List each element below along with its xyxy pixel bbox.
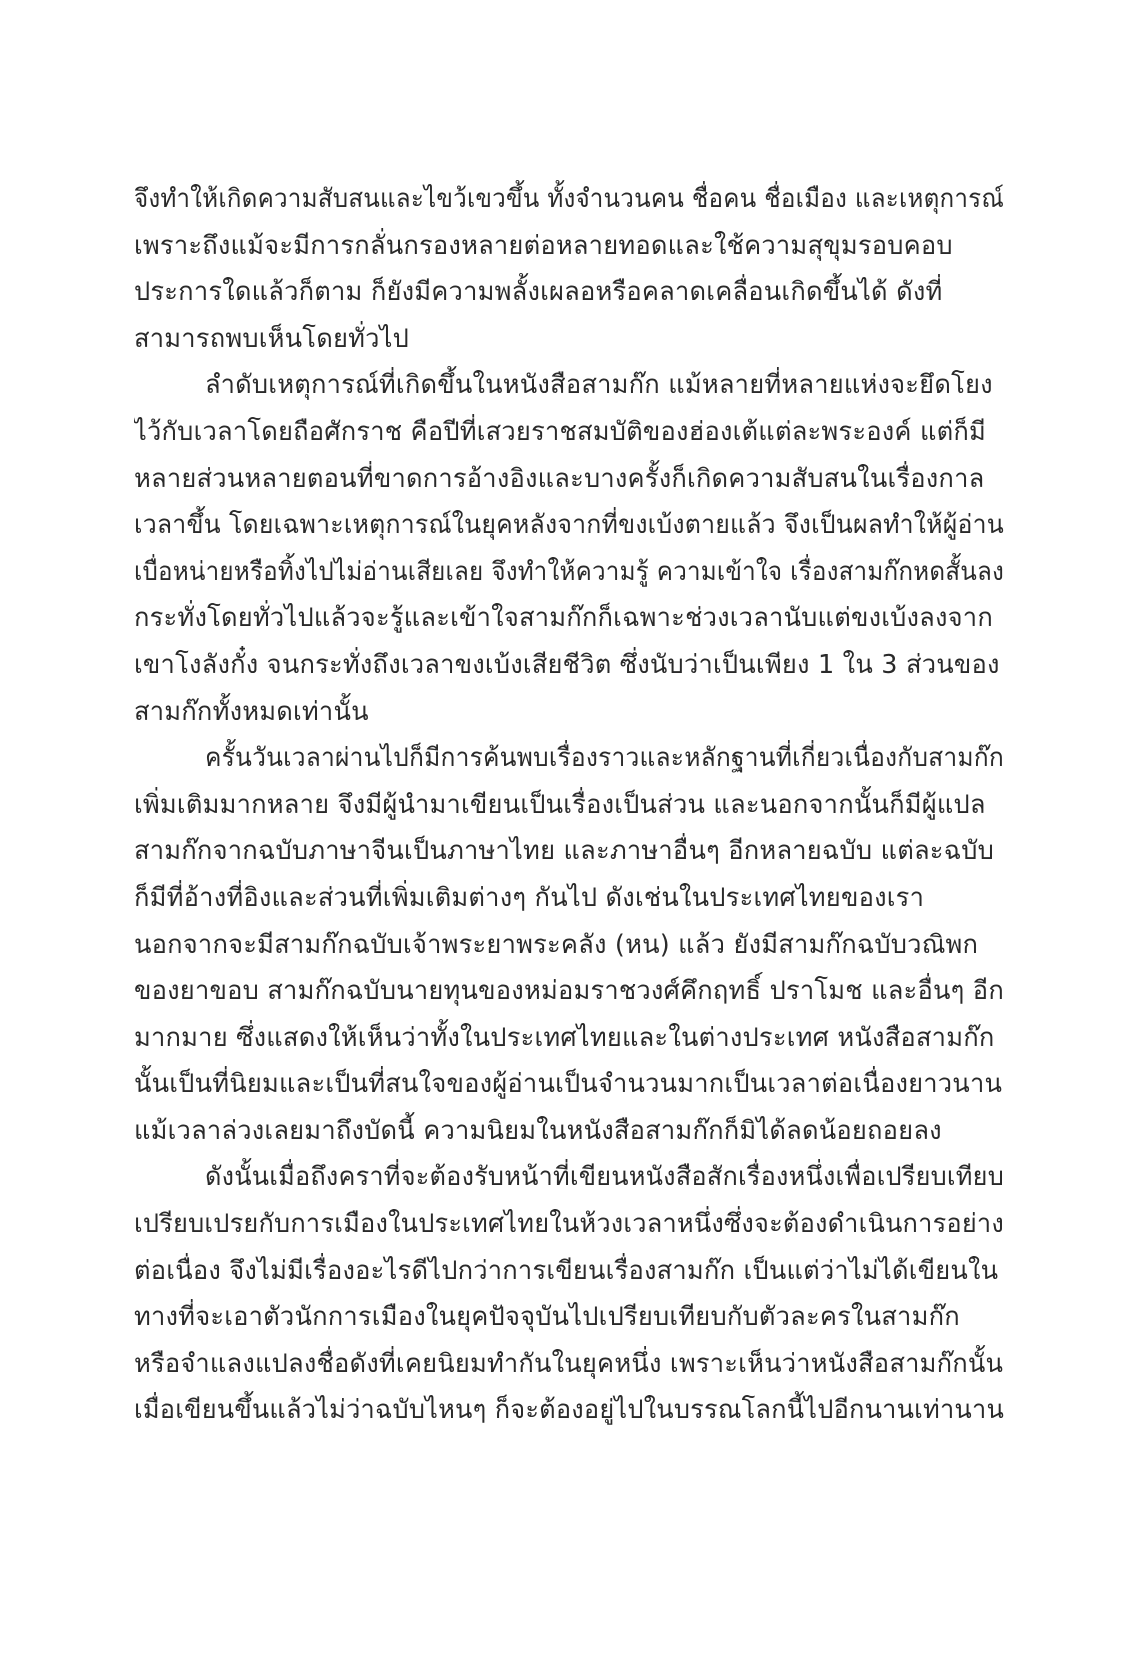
text-line: ต่อเนื่อง จึงไม่มีเรื่องอะไรดีไปกว่าการเขียนเรื่องสามก๊ก เป็นแต่ว่าไม่ได้เขียนใน — [134, 1255, 999, 1286]
text-line: เปรียบเปรยกับการเมืองในประเทศไทยในห้วงเวลาหนึ่งซึ่งจะต้องดำเนินการอย่าง — [134, 1209, 1004, 1240]
paragraph-first-line: ดังนั้นเมื่อถึงคราที่จะต้องรับหน้าที่เขียนหนังสือสักเรื่องหนึ่งเพื่อเปรียบเทียบ — [205, 1162, 1004, 1193]
text-line: นั้นเป็นที่นิยมและเป็นที่สนใจของผู้อ่านเป็นจำนวนมากเป็นเวลาต่อเนื่องยาวนาน — [134, 1069, 1003, 1100]
text-line: หรือจำแลงแปลงชื่อดังที่เคยนิยมทำกันในยุคหนึ่ง เพราะเห็นว่าหนังสือสามก๊กนั้น — [134, 1348, 1004, 1379]
text-line: เบื่อหน่ายหรือทิ้งไปไม่อ่านเสียเลย จึงทำให้ความรู้ ความเข้าใจ เรื่องสามก๊กหดสั้นลง — [134, 556, 1004, 587]
text-line: เมื่อเขียนขึ้นแล้วไม่ว่าฉบับไหนๆ ก็จะต้องอยู่ไปในบรรณโลกนี้ไปอีกนานเท่านาน — [134, 1395, 1004, 1426]
text-line: สามก๊กทั้งหมดเท่านั้น — [134, 696, 369, 727]
text-line: สามารถพบเห็นโดยทั่วไป — [134, 323, 410, 354]
text-line: ทางที่จะเอาตัวนักการเมืองในยุคปัจจุบันไปเปรียบเทียบกับตัวละครในสามก๊ก — [134, 1302, 960, 1333]
text-line: จึงทำให้เกิดความสับสนและไขว้เขวขึ้น ทั้งจำนวนคน ชื่อคน ชื่อเมือง และเหตุการณ์ — [134, 184, 1004, 214]
text-line: เวลาขึ้น โดยเฉพาะเหตุการณ์ในยุคหลังจากที่ขงเบ้งตายแล้ว จึงเป็นผลทำให้ผู้อ่าน — [134, 510, 1004, 541]
text-line: ไว้กับเวลาโดยถือศักราช คือปีที่เสวยราชสมบัติของฮ่องเต้แต่ละพระองค์ แต่ก็มี — [134, 416, 987, 447]
text-line: มากมาย ซึ่งแสดงให้เห็นว่าทั้งในประเทศไทยและในต่างประเทศ หนังสือสามก๊ก — [134, 1022, 995, 1053]
body-text — [134, 176, 1004, 1434]
text-line: นอกจากจะมีสามก๊กฉบับเจ้าพระยาพระคลัง (หน) แล้ว ยังมีสามก๊กฉบับวณิพก — [134, 929, 979, 960]
text-line: แม้เวลาล่วงเลยมาถึงบัดนี้ ความนิยมในหนังสือสามก๊กก็มิได้ลดน้อยถอยลง — [134, 1115, 942, 1146]
text-line: ประการใดแล้วก็ตาม ก็ยังมีความพลั้งเผลอหรือคลาดเคลื่อนเกิดขึ้นได้ ดังที่ — [134, 277, 943, 308]
paragraph-first-line: ลำดับเหตุการณ์ที่เกิดขึ้นในหนังสือสามก๊ก แม้หลายที่หลายแห่งจะยึดโยง — [205, 370, 993, 401]
text-line: เพิ่มเติมมากหลาย จึงมีผู้นำมาเขียนเป็นเรื่องเป็นส่วน และนอกจากนั้นก็มีผู้แปล — [134, 789, 986, 820]
text-line: ก็มีที่อ้างที่อิงและส่วนที่เพิ่มเติมต่างๆ กันไป ดังเช่นในประเทศไทยของเรา — [134, 882, 925, 913]
text-line: เพราะถึงแม้จะมีการกลั่นกรองหลายต่อหลายทอดและใช้ความสุขุมรอบคอบ — [134, 230, 953, 261]
text-line: สามก๊กจากฉบับภาษาจีนเป็นภาษาไทย และภาษาอื่นๆ อีกหลายฉบับ แต่ละฉบับ — [134, 836, 995, 867]
text-line: กระทั่งโดยทั่วไปแล้วจะรู้และเข้าใจสามก๊กก็เฉพาะช่วงเวลานับแต่ขงเบ้งลงจาก — [134, 603, 993, 634]
text-line: เขาโงลังกั๋ง จนกระทั่งถึงเวลาขงเบ้งเสียชีวิต ซึ่งนับว่าเป็นเพียง 1 ใน 3 ส่วนของ — [134, 649, 1000, 680]
text-line: ของยาขอบ สามก๊กฉบับนายทุนของหม่อมราชวงศ์คึกฤทธิ์ ปราโมช และอื่นๆ อีก — [134, 976, 1004, 1007]
paragraph-first-line: ครั้นวันเวลาผ่านไปก็มีการค้นพบเรื่องราวและหลักฐานที่เกี่ยวเนื่องกับสามก๊ก — [205, 743, 1004, 774]
text-line: หลายส่วนหลายตอนที่ขาดการอ้างอิงและบางครั้งก็เกิดความสับสนในเรื่องกาล — [134, 463, 985, 494]
